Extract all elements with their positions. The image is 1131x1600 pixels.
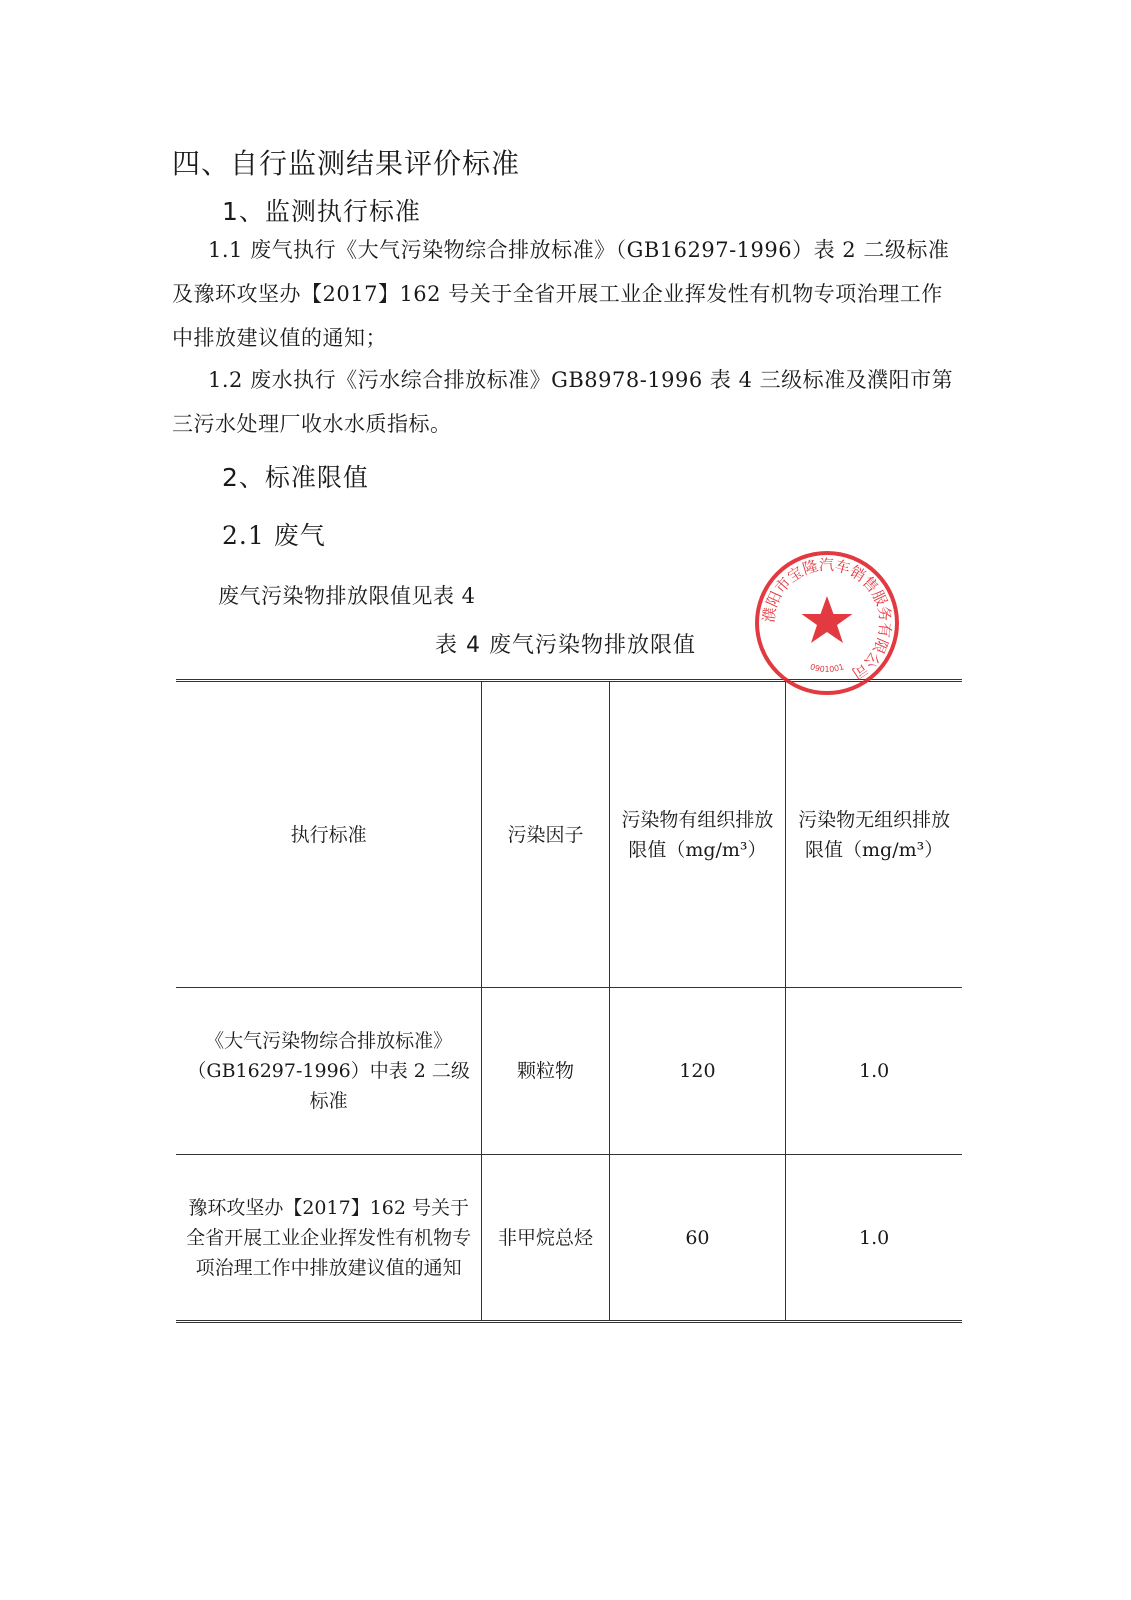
company-seal [752,548,902,698]
seal-text: 濮阳市宝隆汽车销售服务有限公司 [759,555,895,683]
subsection-title-standards: 1、监测执行标准 [222,197,421,226]
header-organized-limit: 污染物有组织排放限值（mg/m³） [609,681,786,988]
paragraph-waste-water-standard: 1.2 废水执行《污水综合排放标准》GB8978-1996 表 4 三级标准及濮阳市第三污水处理厂收水水质指标。 [172,368,954,436]
header-standard: 执行标准 [176,681,482,988]
cell-organized-limit: 60 [609,1155,786,1322]
cell-standard: 豫环攻坚办【2017】162 号关于全省开展工业企业挥发性有机物专项治理工作中排放建议值的通知 [176,1155,482,1322]
star-icon [802,596,853,643]
seal-code: 0901001 [808,662,846,674]
cell-standard: 《大气污染物综合排放标准》（GB16297-1996）中表 2 二级标准 [176,988,482,1155]
table-intro: 废气污染物排放限值见表 4 [218,584,476,608]
subsection-title-waste-gas: 2.1 废气 [222,521,326,550]
cell-unorganized-limit: 1.0 [859,1226,890,1249]
cell-organized-limit: 120 [609,988,786,1155]
cell-unorganized-limit: 1.0 [786,988,962,1155]
header-factor: 污染因子 [482,681,609,988]
cell-factor: 非甲烷总烃 [482,1155,609,1322]
table-caption: 表 4 废气污染物排放限值 [435,633,696,658]
table-header-row [176,681,962,988]
table-row [176,988,962,1155]
section-title: 四、自行监测结果评价标准 [172,147,521,180]
table-row [176,1155,962,1322]
subsection-title-limits: 2、标准限值 [222,463,369,492]
paragraph-waste-gas-standard: 1.1 废气执行《大气污染物综合排放标准》（GB16297-1996）表 2 二级标准及豫环攻坚办【2017】162 号关于全省开展工业企业挥发性有机物专项治理工作中排放建议值的通知； [172,238,950,350]
cell-factor: 颗粒物 [482,988,609,1155]
emission-limits-table [176,679,962,1323]
header-unorganized-limit: 污染物无组织排放限值（mg/m³） [786,681,962,988]
